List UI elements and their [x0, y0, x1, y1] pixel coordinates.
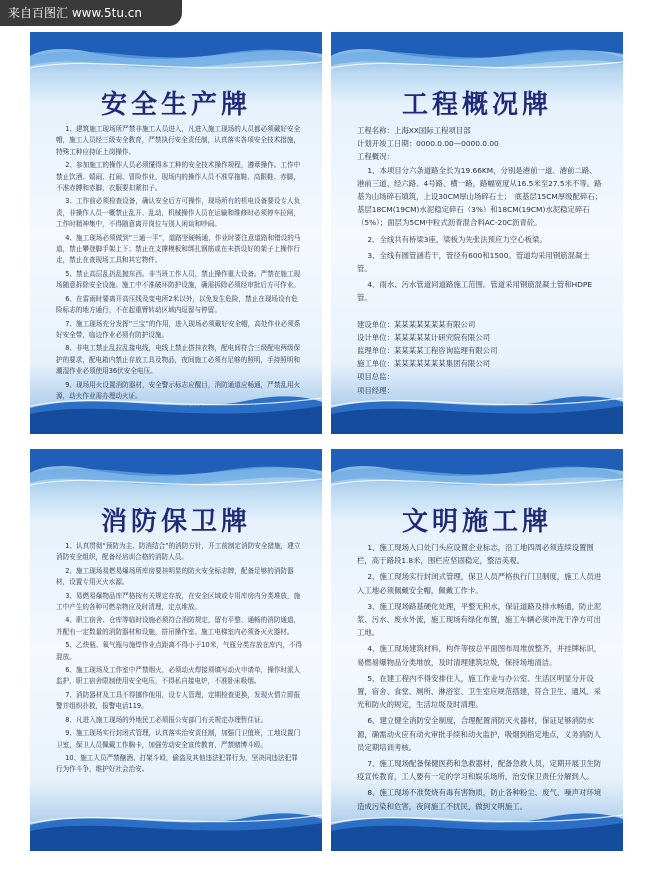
bottom-wave-decoration — [331, 803, 623, 851]
contact-line: 设计单位：某某某某某计研究院有限公司 — [357, 332, 491, 342]
spacer — [357, 308, 603, 318]
list-item: 10、施工人员严禁酗酒、打架斗殴，偷盗及其他违法犯罪行为，坚决同违法犯罪行为作斗争，维护好社会治安。 — [56, 753, 298, 774]
contact-line: 监理单位：某某某某工程咨询监理有限公司 — [357, 346, 498, 356]
list-item: 2、参加施工的操作人员必须懂得本工种的安全技术操作规程，遵章操作。工作中禁止饮酒、嬉闹、打闹、冒险作业，现场内的操作人员不准穿拖鞋、高跟鞋、赤脚，不准赤膊和赤脚，衣服要扣紧扣子。 — [56, 161, 301, 193]
project-name: 工程名称：上海XX国际工程项目部 — [357, 126, 471, 135]
list-item: 3、易燃易爆物品库严格按有关规定存放，在安全区域或专用库房内分类堆放，施工中产生的各种可燃杂物应及时清理，定点堆放。 — [56, 591, 301, 612]
contact-line: 建设单位：某某某某某某某有限公司 — [357, 319, 476, 329]
contact-line: 项目总监： — [357, 372, 394, 382]
list-item: 3、施工现场路基硬化处理，平整无积水，保证道路及排水畅通，防止泥浆、污水、废水外流，施工现场有绿化布置，施工车辆必须冲洗干净方可出工地。 — [357, 601, 602, 638]
watermark-site: www.5tu.cn — [71, 6, 142, 20]
list-item: 8、非电工禁止乱拉乱接电线，电线上禁止搭挂衣物，配电间符合三级配电两级保护的要求，配电箱内禁止存放工具及物品，夜间施工必须有足够的照明，手持照明和潮湿作业必须使用36伏安全电压。 — [56, 344, 301, 376]
bottom-wave-decoration — [30, 386, 322, 434]
list-item: 7、施工现场配备保健医药和急救器材，配备急救人员，定期开展卫生防疫宣传教育，工人要有一定的学习和娱乐场所，治安保卫责任分解到人。 — [357, 759, 602, 782]
top-wave-decoration — [30, 32, 322, 92]
list-item: 1、本项目分六条道路全长为19.66KM，分别是港前一道、港前二路、港前三道、经六路、4号路、横一路，路幅宽度从16.5米至27.5米不等。路基为山场碎石填筑，上设30CM厚山场碎石士； 底基层15CM厚级配碎石；基层18CM(19CM)水泥稳定碎石（3%）和18CM(19CM)水泥稳定碎石（5%）；面层为5CM中粒式沥青混合料AC-20C沥青砼。 — [357, 165, 603, 228]
board-title: 安全生产牌 — [100, 90, 251, 120]
board-civilized-construction — [331, 449, 623, 851]
list-item: 3、全线有圆管涵若干，管径有600和1500。管道均采用钢筋混凝土管。 — [357, 250, 590, 274]
watermark-label: 来自百图汇 — [8, 6, 69, 20]
list-item: 4、职工宿舍、仓库等临时设施必须符合消防规定，留有平整、通畅的消防通道，并配有一定数量的消防器材和设施，搭吊操作室、施工电梯室内必须备灭火器材。 — [56, 616, 301, 636]
board-title: 工程概况牌 — [401, 90, 552, 120]
contact-line: 项目经理： — [357, 385, 394, 395]
contact-line: 施工单位：某某某某某某某集团有限公司 — [357, 359, 491, 369]
list-item: 9、现场用火设置消防器材，安全警示标志应醒目，消防通道应畅通，严禁乱用火源，动火作业需办理动火证。 — [56, 380, 301, 400]
board-safety-production — [30, 32, 322, 434]
list-item: 3、工作前必须检查设备，确认安全后方可操作，现场所有的机电设备要设专人负责，非操作人员一概禁止乱开、乱动，机械操作人员在运输和维修时必须停车拉闸，工作时精神集中，不得随意离开岗位与别人闲谈和吵闹。 — [56, 197, 301, 229]
overview-label: 工程概况： — [357, 152, 394, 162]
top-wave-decoration — [331, 449, 623, 509]
list-item: 6、在雷雨时要离开高压线及变电所2米以外，以免发生危险，禁止在现场设有危险标志的地方通行，不在起重臂转动区域内逗留与停留。 — [56, 294, 298, 315]
list-item: 1、建筑施工现场所严禁非施工人员进入，凡进入施工现场的人员都必须戴好安全帽，施工人员经三级安全教育，严禁执行安全责任制，认真落实各项安全技术措施，特殊工种应持证上岗操作。 — [56, 125, 301, 156]
project-meta — [357, 124, 603, 164]
list-item: 5、乙炔瓶、氧气瓶与施焊作业点距离不得小于10米，气瓶分类存放在库内，不得混放。 — [56, 641, 303, 661]
list-item: 1、认真贯彻“预防为主、防消结合”的消防方针，开工前制定消防安全措施，建立消防安全组织，配备经培训合格的消防人员。 — [56, 542, 301, 562]
list-item: 4、雨水、污水管道同道路施工范围。管道采用钢筋混凝土管和HDPE管。 — [357, 280, 592, 303]
project-dates: 计划开竣工日期：0000.0.00—0000.0.00 — [357, 139, 499, 149]
list-item: 7、消防器材及工具不得挪作他用，设专人管理，定期检查更换，发现火情立即报警并组织扑救，报警电话119。 — [56, 690, 301, 711]
list-item: 9、施工现场实行封闭式管理，认真落实治安责任制，加强门卫值班，工地设置门卫室，保卫人员佩戴工作胸卡，加强劳动安全宣传教育，严禁赌博斗殴。 — [56, 729, 301, 749]
list-item: 2、全线共有桥梁3座，梁板为先张法预应力空心板梁。 — [367, 234, 547, 244]
board-fire-security — [30, 449, 322, 851]
list-item: 6、施工现场及工作室中严禁烟火，必须动火焊接须填写动火申请单，操作时派人监护，职工宿舍限制使用安全电压，不得私自接电炉，不准卧床吸烟。 — [56, 666, 301, 686]
list-item: 2、施工现场易燃易爆场所库房要挂明显的防火安全标志牌，配备足够的消防器材，设置专用灭火水源。 — [56, 566, 294, 587]
board-title: 消防保卫牌 — [100, 507, 251, 537]
list-item: 6、建立健全消防安全制度，合理配置消防灭火器材，保证足够消防水源，确需动火应有动火审批手续和动火监护，吸烟到指定地点，义务消防人员定期培训考核。 — [357, 716, 601, 752]
contact-list — [357, 318, 603, 397]
list-item: 5、在建工程内不得安排住人，施工作业与办公室、生活区明显分开设置，宿舍、食堂、厕所、淋浴室、卫生室应规范搭建，符合卫生、通风、采光和防火的规定，生活垃圾及时清理。 — [357, 673, 601, 710]
board-title: 文明施工牌 — [401, 507, 552, 537]
list-item: 5、禁止高层乱扔乱抛东西。非当班工作人员，禁止操作重大设备。严禁在施工现场随意拆除安全设施。施工中不准破坏防护设施，确需拆除必须经审批后方可作业。 — [56, 269, 301, 290]
board-project-overview — [331, 32, 623, 434]
watermark-banner — [0, 0, 182, 26]
top-wave-decoration — [30, 449, 322, 509]
list-item: 7、施工现场充分发挥“三宝”的作用，进入现场必须戴好安全帽，高处作业必须系好安全带，临边作业必须有防护设施。 — [56, 319, 301, 339]
board-content — [56, 124, 302, 418]
list-item: 2、施工现场实行封闭式管理，保卫人员严格执行门卫制度，施工人员进入工地必须佩戴安全帽，佩戴工作卡。 — [357, 572, 602, 595]
board-content — [357, 124, 603, 397]
list-item: 1、施工现场入口处门头应设置企业标志，沿工地四周必须连续设置围栏，高于路段1.8米，围栏应坚固稳定，整洁美观。 — [357, 543, 594, 566]
list-item: 8、施工现场不准焚烧有毒有害物质，防止各种粉尘、废气、噪声对环境造成污染和危害，夜间施工不扰民，做到文明施工。 — [357, 788, 602, 811]
bottom-wave-decoration — [331, 386, 623, 434]
list-item: 4、施工现场必须做到“三通一平”，道路坚硬畅通，作业时要注意道路和错设的马道，禁止攀登脚手架上下；禁止在支撑模板和绑扎钢筋或在未搭设好的架子上操作行走，禁止在查现场工具和其它物件。 — [56, 233, 301, 265]
board-content — [357, 541, 603, 816]
bottom-wave-decoration — [30, 803, 322, 851]
board-content — [56, 541, 302, 778]
list-item: 4、施工现场建筑材料，构件等按总平面图布局堆放整齐，并挂牌标识，易燃易爆物品分类堆放，及时清理建筑垃圾，保持场地清洁。 — [357, 644, 602, 667]
list-item: 8、凡进入施工现场的外地民工必须报公安部门有关规定办理暂住证。 — [65, 715, 268, 724]
top-wave-decoration — [331, 32, 623, 92]
